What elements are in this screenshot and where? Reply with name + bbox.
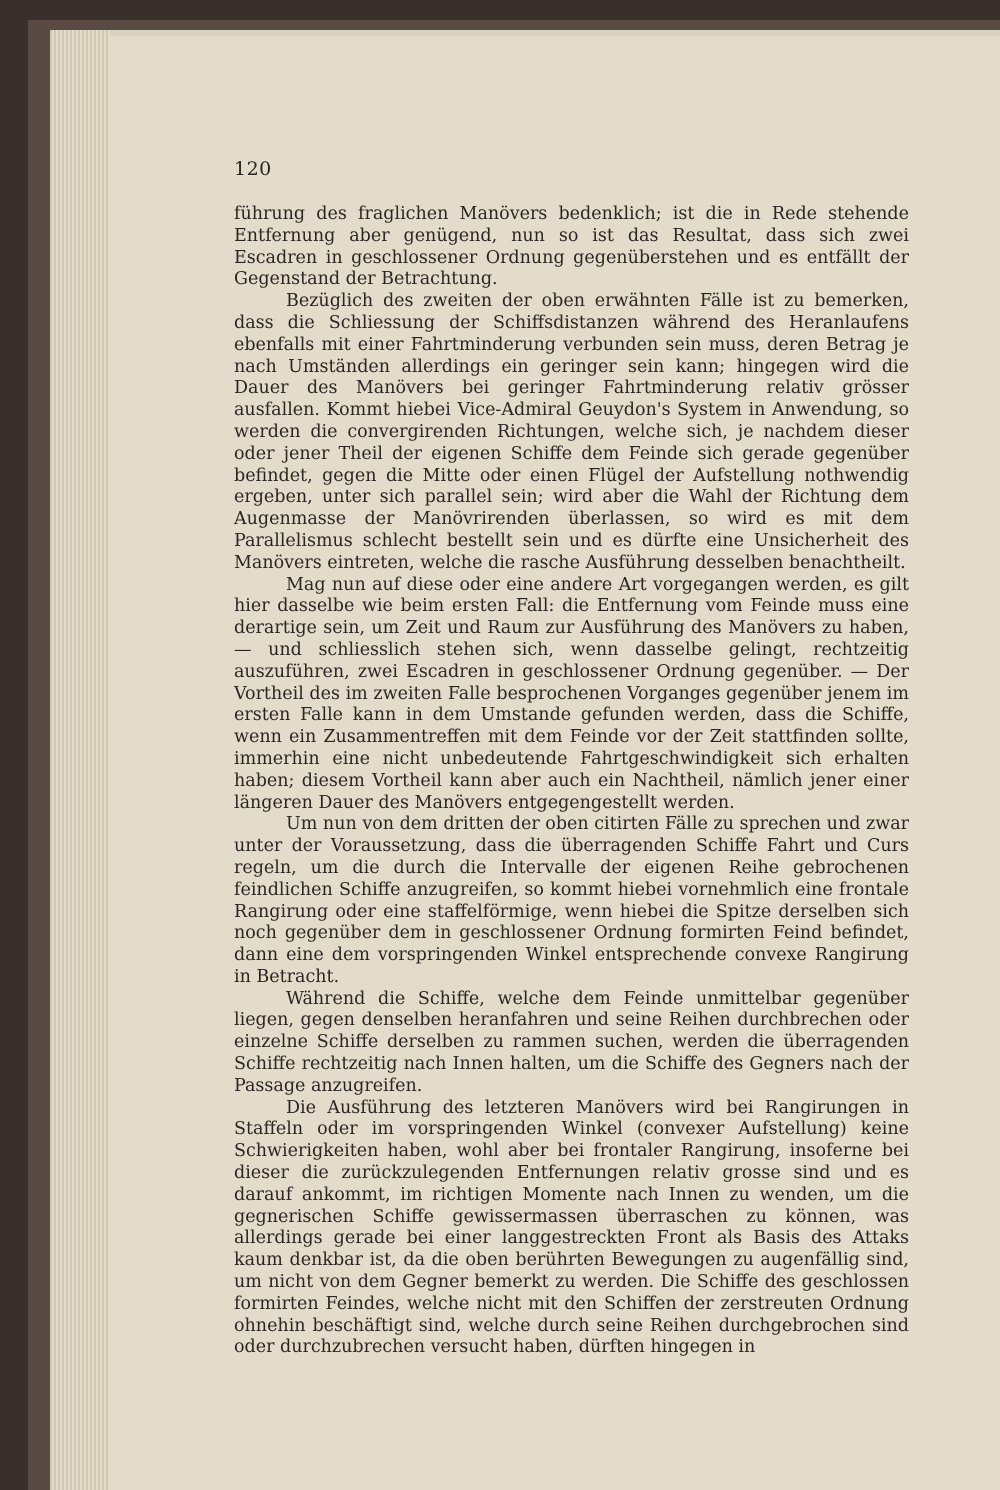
paragraph-4: Um nun von dem dritten der oben citirten Fälle zu sprechen und zwar unter der Voraussetzung, dass die überragenden Schiffe Fahrt und Curs regeln, um die durch die Intervalle der eigenen Reihe gebrochenen feindlichen Schiffe anzugreifen, so kommt hiebei vornehmlich eine frontale Rangirung oder eine staffelförmige, wenn hiebei die Spitze derselben sich noch gegenüber dem in geschlossener Ordnung formirten Feind befindet, dann eine dem vorspringenden Winkel entsprechende convexe Rangirung in Betracht.	[234, 814, 909, 987]
page-number: 120	[234, 158, 272, 180]
paragraph-1: führung des fraglichen Manövers bedenklich; ist die in Rede stehende Entfernung aber genügend, nun so ist das Resultat, dass sich zwei Escadren in geschlossener Ordnung gegenüberstehen und es entfällt der Gegenstand der Betrachtung.	[234, 204, 909, 290]
paragraph-6: Die Ausführung des letzteren Manövers wird bei Rangirungen in Staffeln oder im vorspringenden Winkel (convexer Aufstellung) keine Schwierigkeiten haben, wohl aber bei frontaler Rangirung, insoferne bei dieser die zurückzulegenden Entfernungen relativ grosse sind und es darauf ankommt, im richtigen Momente nach Innen zu wenden, um die gegnerischen Schiffe gewissermassen überraschen zu können, was allerdings gerade bei einer langgestreckten Front als Basis des Attaks kaum denkbar ist, da die oben berührten Bewegungen zu augenfällig sind, um nicht von dem Gegner bemerkt zu werden. Die Schiffe des geschlossen formirten Feindes, welche nicht mit den Schiffen der zerstreuten Ordnung ohnehin beschäftigt sind, welche durch seine Reihen durchgebrochen sind oder durchzubrechen versucht haben, dürften hingegen in	[234, 1097, 909, 1358]
paragraph-2: Bezüglich des zweiten der oben erwähnten Fälle ist zu bemerken, dass die Schliessung der Schiffsdistanzen während des Heranlaufens ebenfalls mit einer Fahrtminderung verbunden sein muss, deren Betrag je nach Umständen allerdings ein geringer sein kann; hingegen wird die Dauer des Manövers bei geringer Fahrtminderung relativ grösser ausfallen. Kommt hiebei Vice-Admiral Geuydon's System in Anwendung, so werden die convergirenden Richtungen, welche sich, je nachdem dieser oder jener Theil der eigenen Schiffe dem Feinde sich gerade gegenüber befindet, gegen die Mitte oder einen Flügel der Aufstellung nothwendig ergeben, unter sich parallel sein; wird aber die Wahl der Richtung dem Augenmasse der Manövrirenden überlassen, so wird es mit dem Parallelismus schlecht bestellt sein und es dürfte eine Unsicherheit des Manövers eintreten, welche die rasche Ausführung desselben benachtheilt.	[234, 291, 909, 573]
body-text	[234, 204, 909, 1359]
page-edges	[50, 30, 110, 1490]
paragraph-3: Mag nun auf diese oder eine andere Art vorgegangen werden, es gilt hier dasselbe wie beim ersten Fall: die Entfernung vom Feinde muss eine derartige sein, um Zeit und Raum zur Ausführung des Manövers zu haben, — und schliesslich stehen sich, wenn dasselbe gelingt, rechtzeitig auszuführen, zwei Escadren in geschlossener Ordnung gegenüber. — Der Vortheil des im zweiten Falle besprochenen Vorganges gegenüber jenem im ersten Falle kann in dem Umstande gefunden werden, dass die Schiffe, wenn ein Zusammentreffen mit dem Feinde vor der Zeit stattfinden sollte, immerhin eine nicht unbedeutende Fahrtgeschwindigkeit sich erhalten haben; diesem Vortheil kann aber auch ein Nachtheil, nämlich jener einer längeren Dauer des Manövers entgegengestellt werden.	[234, 574, 909, 813]
paragraph-5: Während die Schiffe, welche dem Feinde unmittelbar gegenüber liegen, gegen denselben heranfahren und seine Reihen durchbrechen oder einzelne Schiffe derselben zu rammen suchen, werden die überragenden Schiffe rechtzeitig nach Innen halten, um die Schiffe des Gegners nach der Passage anzugreifen.	[234, 988, 909, 1096]
